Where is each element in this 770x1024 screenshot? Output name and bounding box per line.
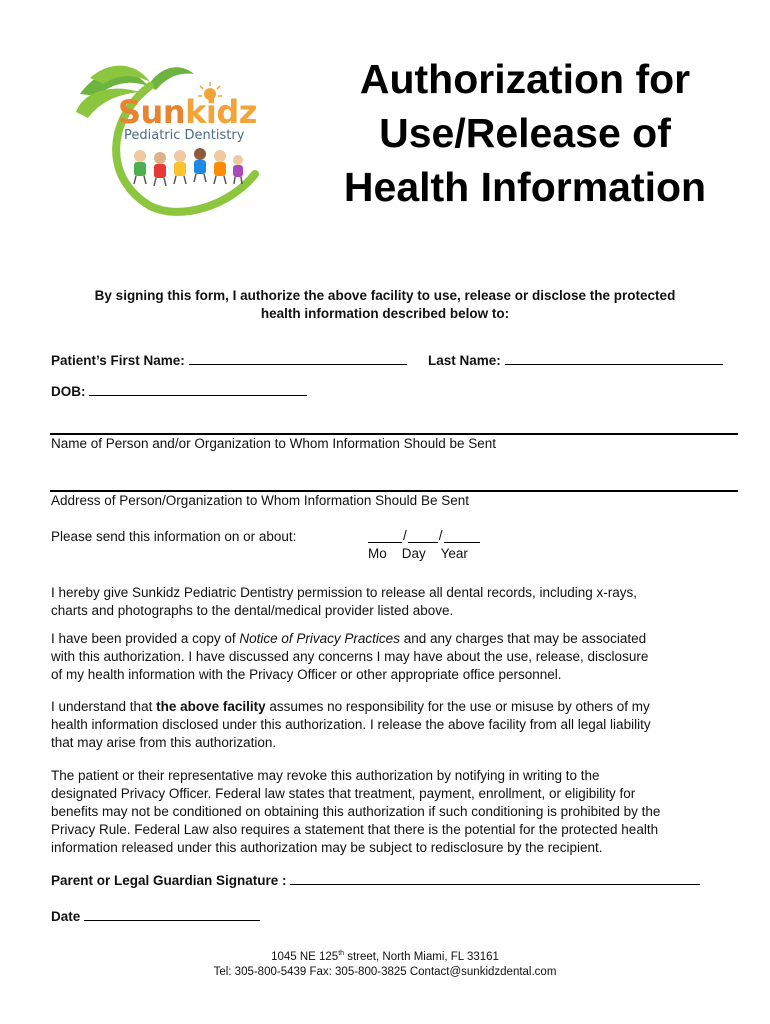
privacy-practices-title: Notice of Privacy Practices — [239, 631, 400, 646]
recipient-name-label: Name of Person and/or Organization to Whom Information Should be Sent — [51, 436, 496, 451]
dob-row — [51, 383, 307, 399]
date-year-field[interactable] — [444, 530, 480, 543]
date-row — [51, 908, 260, 924]
first-name-label: Patient’s First Name: — [51, 353, 185, 368]
first-name-field[interactable] — [189, 352, 407, 365]
last-name-label: Last Name: — [428, 353, 501, 368]
recipient-name-field[interactable] — [50, 433, 738, 435]
date-day-label: Day — [401, 546, 426, 561]
footer-contact: Tel: 305-800-5439 Fax: 305-800-3825 Contact@sunkidzdental.com — [213, 965, 557, 978]
footer — [0, 946, 770, 980]
date-month-label: Mo — [368, 546, 387, 561]
last-name-field[interactable] — [505, 352, 723, 365]
privacy-notice-paragraph: I have been provided a copy of Notice of Privacy Practices and any charges that may be associated with this authorization. I have discussed any concerns I may have about the use, release, disclosure of my health information with the Privacy Officer or other appropriate office personnel. — [51, 631, 649, 682]
intro-statement: By signing this form, I authorize the above facility to use, release or disclose the protected health information described below to: — [94, 288, 676, 321]
liability-paragraph: I understand that the above facility assumes no responsibility for the use or misuse by others of my health information disclosed under this authorization. I release the above facility from all legal liability that may arise from this authorization. — [51, 699, 651, 750]
send-date-field: / / Mo Day Year — [368, 527, 480, 561]
release-permission-paragraph: I hereby give Sunkidz Pediatric Dentistry permission to release all dental records, including x-rays, charts and photographs to the dental/medical provider listed above. — [51, 585, 638, 618]
signature-field[interactable] — [290, 872, 700, 885]
signature-row — [51, 872, 700, 888]
revocation-paragraph: The patient or their representative may revoke this authorization by notifying in writing to the designated Privacy Officer. Federal law states that treatment, payment, enrollment, or eligibility for benefits may not be conditioned on obtaining this authorization if such conditioning is prohibited by the Privacy Rule. Federal Law also requires a statement that there is the potential for the protected health information released under this authorization may be subject to redisclosure by the recipient. — [51, 768, 661, 855]
recipient-address-field[interactable] — [50, 490, 738, 492]
dob-label: DOB: — [51, 384, 86, 399]
signature-label: Parent or Legal Guardian Signature : — [51, 873, 287, 888]
logo-subtitle: Pediatric Dentistry — [124, 128, 245, 143]
date-year-label: Year — [440, 546, 468, 561]
date-month-field[interactable] — [368, 530, 402, 543]
first-name-row — [51, 352, 407, 368]
date-day-field[interactable] — [408, 530, 438, 543]
date-label: Date — [51, 909, 81, 924]
dob-field[interactable] — [89, 383, 307, 396]
page-title: Authorization for Use/Release of Health Information — [343, 56, 707, 210]
footer-address: 1045 NE 125th street, North Miami, FL 33161 — [271, 950, 499, 963]
recipient-address-label: Address of Person/Organization to Whom Information Should Be Sent — [51, 493, 469, 508]
last-name-row — [428, 352, 723, 368]
send-date-label: Please send this information on or about: — [51, 529, 297, 544]
logo-brand-name: Sunkidz — [118, 93, 257, 131]
date-field[interactable] — [84, 908, 260, 921]
